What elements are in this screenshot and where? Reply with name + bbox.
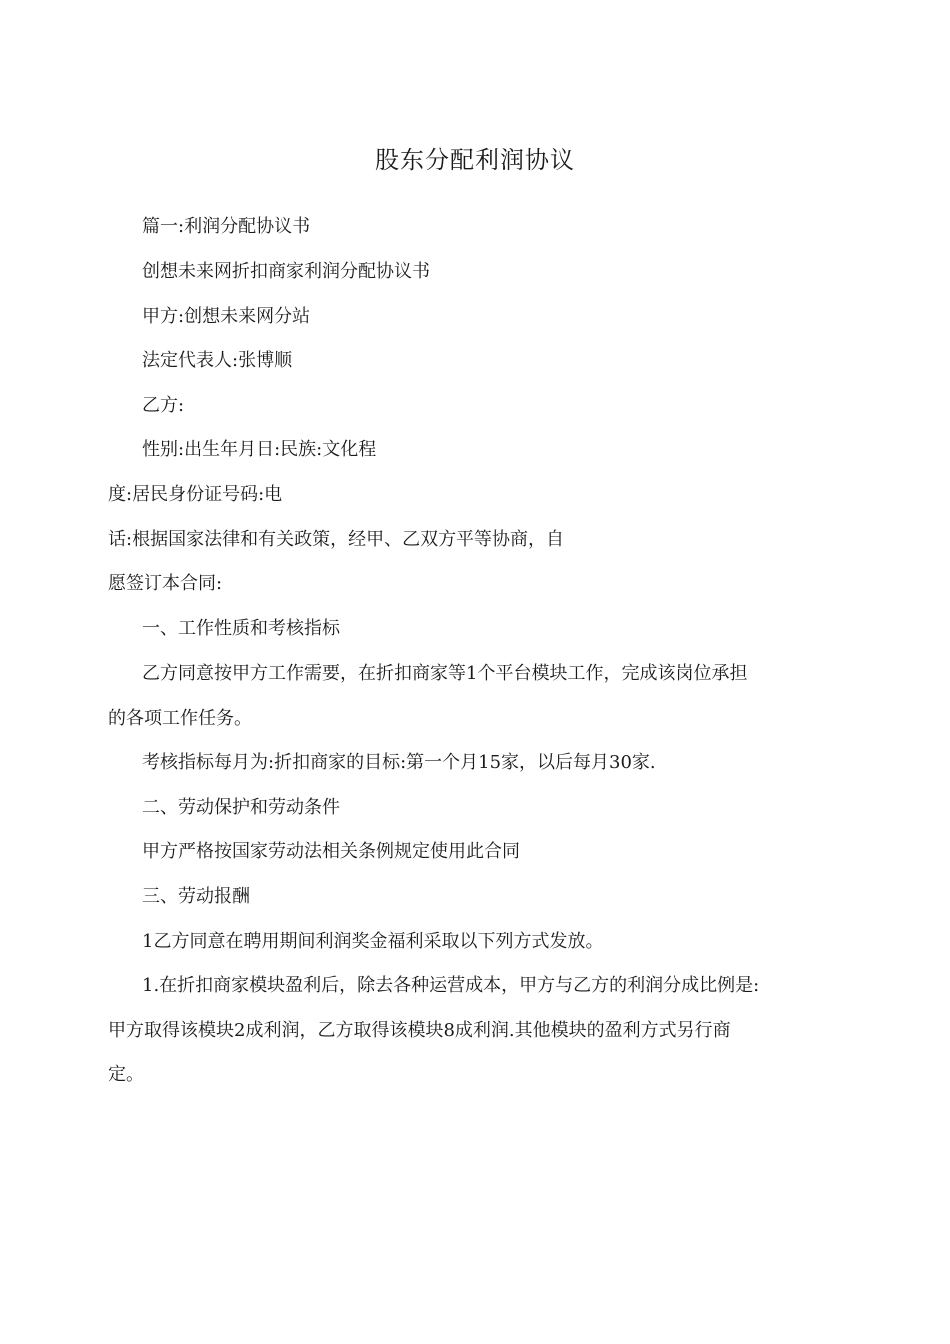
clause-2-heading: 二、劳动保护和劳动条件 bbox=[142, 797, 340, 818]
clause-2-text: 甲方严格按国家劳动法相关条例规定使用此合同 bbox=[142, 841, 520, 862]
section-heading: 篇一:利润分配协议书 bbox=[142, 216, 311, 237]
preamble-line: 话:根据国家法律和有关政策，经甲、乙双方平等协商，自 bbox=[108, 529, 565, 550]
clause-3-item-1: 1.在折扣商家模块盈利后，除去各种运营成本，甲方与乙方的利润分成比例是: bbox=[142, 975, 760, 996]
party-a-line: 甲方:创想未来网分站 bbox=[142, 306, 311, 327]
party-b-id-line: 度:居民身份证号码:电 bbox=[108, 484, 283, 505]
clause-3-heading: 三、劳动报酬 bbox=[142, 886, 250, 907]
clause-3-item-1-cont: 甲方取得该模块2成利润，乙方取得该模块8成利润.其他模块的盈利方式另行商 bbox=[108, 1020, 731, 1041]
party-b-line: 乙方: bbox=[142, 395, 185, 416]
clause-1-text: 乙方同意按甲方工作需要，在折扣商家等1个平台模块工作，完成该岗位承担 bbox=[142, 663, 748, 684]
clause-1-target: 考核指标每月为:折扣商家的目标:第一个月15家，以后每月30家. bbox=[142, 752, 656, 773]
document-title: 股东分配利润协议 bbox=[375, 146, 575, 174]
clause-1-text-cont: 的各项工作任务。 bbox=[108, 708, 252, 729]
clause-3-item-1-end: 定。 bbox=[108, 1064, 144, 1085]
clause-1-heading: 一、工作性质和考核指标 bbox=[142, 618, 340, 639]
preamble-line-cont: 愿签订本合同: bbox=[108, 573, 223, 594]
subtitle-line: 创想未来网折扣商家利润分配协议书 bbox=[142, 261, 430, 282]
legal-rep-line: 法定代表人:张博顺 bbox=[142, 350, 293, 371]
party-b-info-line: 性别:出生年月日:民族:文化程 bbox=[142, 439, 377, 460]
clause-3-text: 1乙方同意在聘用期间利润奖金福利采取以下列方式发放。 bbox=[142, 931, 604, 952]
